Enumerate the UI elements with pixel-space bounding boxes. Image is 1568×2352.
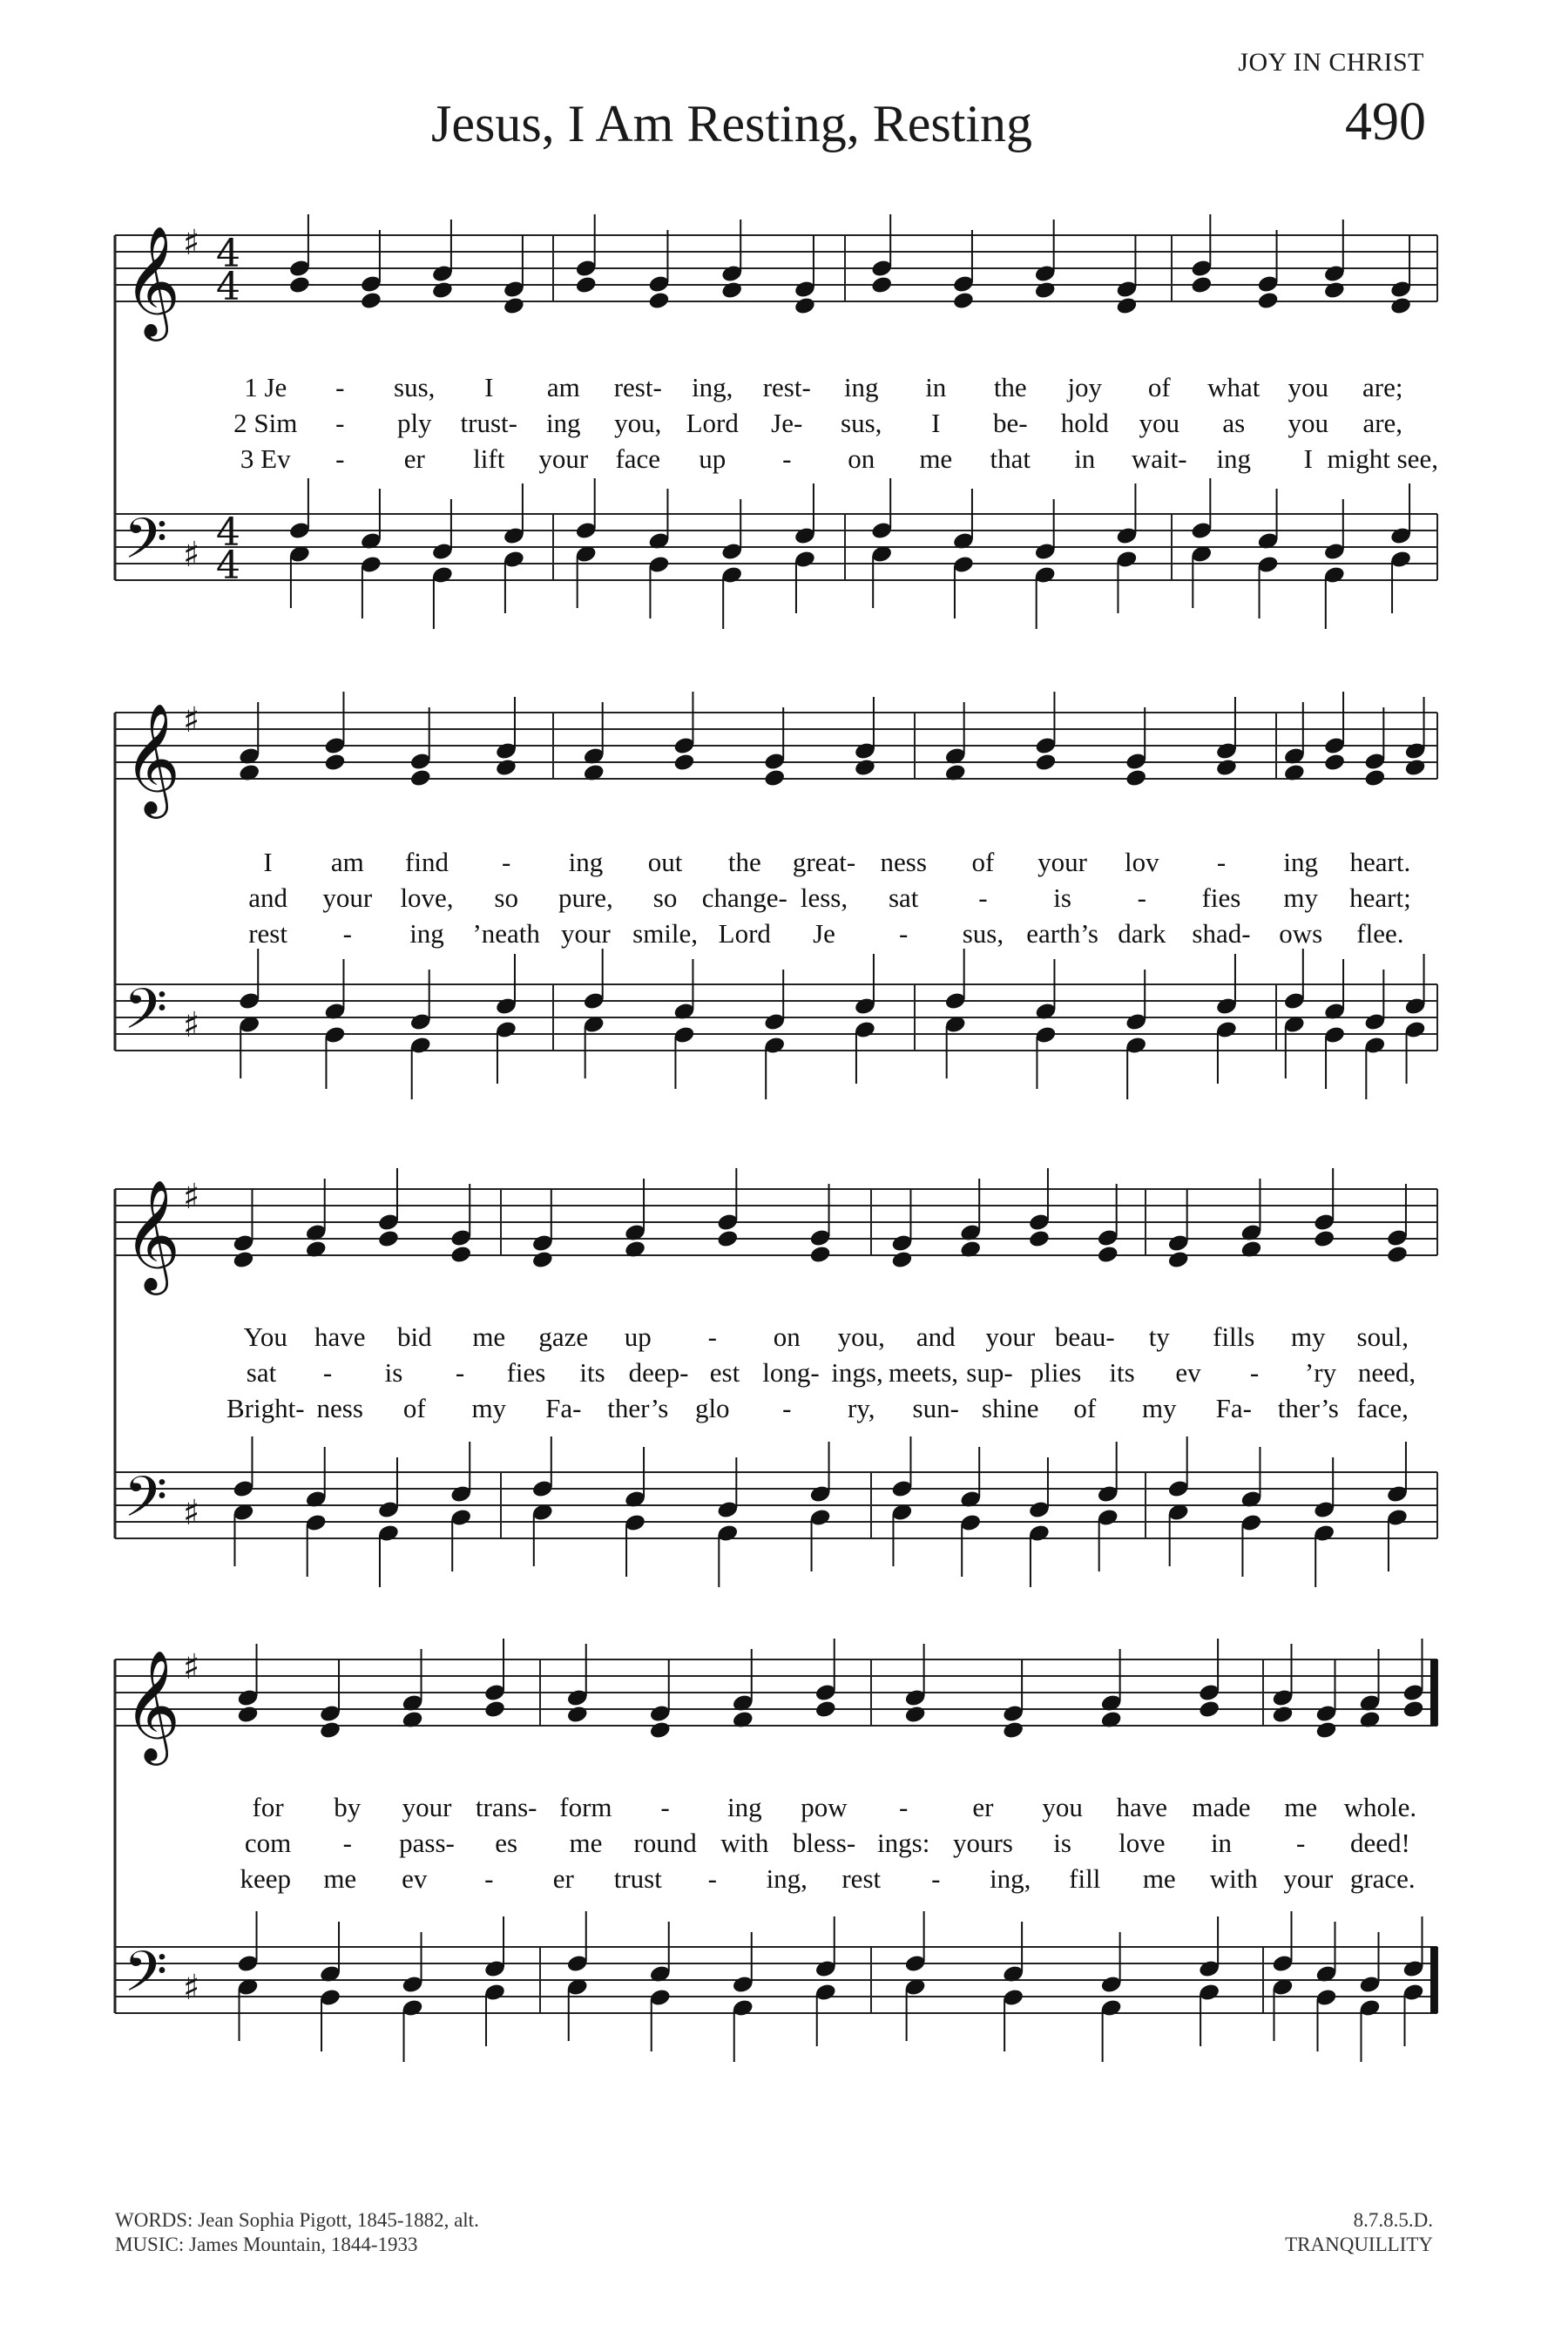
lyric-syllable: of	[1147, 372, 1171, 402]
lyric-syllable: glo	[694, 1393, 730, 1423]
lyric-syllable: -	[782, 443, 792, 474]
lyric-syllable: you	[1042, 1792, 1083, 1822]
lyric-syllable: fill	[1069, 1863, 1101, 1894]
key-sharp: ♯	[183, 1177, 200, 1217]
note-head	[575, 275, 598, 295]
lyric-syllable: great-	[792, 847, 856, 877]
note-head	[1215, 758, 1238, 778]
lyric-syllable: your	[560, 918, 611, 949]
lyric-syllable: have	[1116, 1792, 1168, 1822]
lyric-syllable: your	[538, 443, 589, 474]
lyric-syllable: es	[495, 1828, 518, 1858]
note-head	[236, 1705, 259, 1725]
lyric-syllable: bless-	[792, 1828, 856, 1858]
lyric-syllable: ing,	[766, 1863, 808, 1894]
lyric-syllable: ing	[1283, 847, 1319, 877]
lyric-syllable: am	[546, 372, 580, 402]
note-head	[649, 1720, 672, 1740]
lyric-syllable: er	[552, 1863, 574, 1894]
note-head	[409, 768, 432, 788]
lyric-syllable: sun-	[912, 1393, 959, 1423]
lyric-syllable: sus,	[394, 372, 436, 402]
note-head	[716, 1229, 739, 1249]
lyric-syllable: fills	[1213, 1321, 1255, 1352]
lyric-syllable: yours	[952, 1828, 1013, 1858]
time-signature-bottom: 4	[216, 265, 240, 309]
note-head	[1389, 296, 1412, 316]
lyric-syllable: rest	[248, 918, 287, 949]
lyric-syllable: with	[1209, 1863, 1258, 1894]
lyric-syllable: you,	[837, 1321, 885, 1352]
lyric-syllable: 2 Sim	[233, 408, 298, 438]
lyric-syllable: -	[1216, 847, 1227, 877]
lyric-syllable: shine	[982, 1393, 1039, 1423]
note-head	[808, 1245, 831, 1265]
lyric-syllable: -	[502, 847, 511, 877]
lyric-syllable: less,	[800, 882, 848, 913]
note-head	[1315, 1720, 1337, 1740]
lyric-syllable: rest-	[613, 372, 662, 402]
lyric-syllable: Lord	[718, 918, 771, 949]
time-signature-top: 4	[216, 510, 240, 555]
lyric-syllable: in	[1074, 443, 1096, 474]
lyric-syllable: me	[323, 1863, 357, 1894]
lyric-syllable: 1 Je	[244, 372, 287, 402]
lyric-syllable: shad-	[1192, 918, 1251, 949]
note-head	[854, 758, 876, 778]
lyric-syllable: dark	[1118, 918, 1166, 949]
note-head	[483, 1700, 506, 1720]
note-head	[763, 768, 786, 788]
lyric-syllable: ing	[1216, 443, 1252, 474]
lyric-syllable: am	[330, 847, 364, 877]
final-barline	[1430, 1659, 1437, 1726]
lyric-syllable: est	[709, 1357, 740, 1388]
lyric-syllable: of	[971, 847, 995, 877]
lyric-syllable: sup-	[966, 1357, 1013, 1388]
lyric-syllable: on	[848, 443, 875, 474]
lyric-syllable: -	[931, 1863, 941, 1894]
lyric-syllable: -	[1137, 882, 1146, 913]
lyric-syllable: beau-	[1054, 1321, 1115, 1352]
lyric-syllable: so	[652, 882, 678, 913]
lyric-syllable: ing	[727, 1792, 762, 1822]
lyric-syllable: Fa-	[545, 1393, 582, 1423]
lyric-syllable: -	[707, 1321, 717, 1352]
lyric-syllable: trust-	[460, 408, 517, 438]
note-head	[904, 1705, 927, 1725]
lyric-syllable: -	[322, 1357, 333, 1388]
lyric-syllable: -	[335, 408, 345, 438]
note-head	[1034, 280, 1057, 301]
note-head	[1190, 275, 1213, 295]
lyric-syllable: love	[1119, 1828, 1166, 1858]
section-heading: JOY IN CHRIST	[1238, 48, 1424, 77]
note-head	[1034, 753, 1057, 773]
lyric-syllable: ness	[880, 847, 927, 877]
lyric-syllable: trust	[613, 1863, 662, 1894]
lyric-syllable: you	[1288, 408, 1328, 438]
lyric-syllable: earth’s	[1026, 918, 1098, 949]
lyric-syllable: my	[1283, 882, 1319, 913]
note-head	[1402, 1700, 1424, 1720]
meter-label: 8.7.8.5.D.	[1353, 2209, 1433, 2231]
lyric-syllable: ing,	[990, 1863, 1031, 1894]
lyric-syllable: on	[773, 1321, 801, 1352]
note-head	[794, 296, 816, 316]
words-credit: WORDS: Jean Sophia Pigott, 1845-1882, alt.	[115, 2209, 479, 2231]
lyric-syllable: ply	[396, 408, 432, 438]
note-head	[1125, 768, 1147, 788]
lyric-syllable: smile,	[632, 918, 699, 949]
lyric-syllable: -	[1249, 1357, 1260, 1388]
lyric-syllable: -	[782, 1393, 792, 1423]
lyric-syllable: in	[1210, 1828, 1233, 1858]
note-head	[431, 280, 454, 301]
note-head	[1028, 1229, 1051, 1249]
lyric-syllable: face	[615, 443, 661, 474]
note-head	[890, 1250, 913, 1270]
lyric-syllable: ings:	[877, 1828, 930, 1858]
lyric-syllable: -	[899, 918, 909, 949]
bass-clef: 𝄢	[124, 1940, 168, 2018]
lyric-syllable: you	[1288, 372, 1328, 402]
time-signature-top: 4	[216, 232, 240, 276]
lyric-syllable: me	[1284, 1792, 1318, 1822]
lyric-syllable: soul,	[1356, 1321, 1409, 1352]
lyric-syllable: me	[472, 1321, 506, 1352]
lyric-syllable: -	[455, 1357, 465, 1388]
lyric-syllable: made	[1192, 1792, 1251, 1822]
note-head	[319, 1720, 341, 1740]
lyric-syllable: with	[720, 1828, 769, 1858]
lyric-syllable: -	[660, 1792, 670, 1822]
lyric-syllable: fies	[506, 1357, 546, 1388]
note-head	[1271, 1705, 1294, 1725]
lyric-syllable: are,	[1362, 408, 1403, 438]
lyric-syllable: ev	[1175, 1357, 1201, 1388]
note-head	[1363, 768, 1386, 788]
treble-clef: 𝄞	[124, 702, 181, 814]
lyric-syllable: -	[899, 1792, 909, 1822]
lyric-syllable: ty	[1148, 1321, 1170, 1352]
lyric-syllable: have	[314, 1321, 366, 1352]
lyric-syllable: your	[1283, 1863, 1334, 1894]
lyric-syllable: Fa-	[1215, 1393, 1252, 1423]
lyric-syllable: the	[727, 847, 761, 877]
note-head	[323, 753, 346, 773]
lyric-syllable: sus,	[962, 918, 1004, 949]
lyric-syllable: ing	[409, 918, 444, 949]
key-sharp: ♯	[183, 1647, 200, 1687]
final-barline	[1430, 1947, 1437, 2013]
note-head	[377, 1229, 400, 1249]
lyric-syllable: ness	[316, 1393, 363, 1423]
note-head	[814, 1700, 837, 1720]
lyric-syllable: round	[633, 1828, 697, 1858]
lyric-syllable: and	[248, 882, 287, 913]
lyric-syllable: of	[402, 1393, 426, 1423]
lyric-syllable: pow	[801, 1792, 848, 1822]
lyric-syllable: my	[1141, 1393, 1177, 1423]
lyric-syllable: you,	[614, 408, 662, 438]
lyric-syllable: its	[579, 1357, 605, 1388]
lyric-syllable: need,	[1357, 1357, 1416, 1388]
treble-clef: 𝄞	[124, 1179, 181, 1290]
lyric-syllable: long-	[762, 1357, 820, 1388]
note-head	[1115, 296, 1138, 316]
lyric-syllable: I	[484, 372, 494, 402]
lyric-syllable: love,	[400, 882, 454, 913]
lyric-syllable: your	[1037, 847, 1088, 877]
lyric-syllable: what	[1207, 372, 1260, 402]
lyric-syllable: hold	[1060, 408, 1109, 438]
lyric-syllable: -	[978, 882, 988, 913]
lyric-syllable: be-	[992, 408, 1028, 438]
lyric-syllable: ev	[402, 1863, 428, 1894]
tune-name: TRANQUILLITY	[1285, 2234, 1433, 2255]
lyric-syllable: your	[985, 1321, 1036, 1352]
note-head	[531, 1250, 554, 1270]
bass-clef: 𝄢	[124, 507, 168, 585]
lyric-syllable: -	[335, 372, 345, 402]
lyric-syllable: -	[342, 1828, 352, 1858]
note-head	[360, 291, 382, 311]
lyric-syllable: pure,	[558, 882, 613, 913]
lyric-syllable: keep	[240, 1863, 292, 1894]
lyric-syllable: sat	[888, 882, 919, 913]
note-head	[720, 280, 743, 301]
lyric-syllable: ing	[843, 372, 879, 402]
lyric-syllable: flee.	[1356, 918, 1404, 949]
lyric-syllable: out	[647, 847, 683, 877]
lyric-syllable: -	[335, 443, 345, 474]
music-credit: MUSIC: James Mountain, 1844-1933	[115, 2234, 418, 2255]
lyric-syllable: its	[1109, 1357, 1135, 1388]
lyric-syllable: me	[919, 443, 953, 474]
lyric-syllable: me	[1142, 1863, 1176, 1894]
note-head	[672, 753, 695, 773]
lyric-syllable: whole.	[1343, 1792, 1417, 1822]
lyric-syllable: in	[925, 372, 947, 402]
lyric-syllable: are;	[1362, 372, 1403, 402]
note-head	[1002, 1720, 1024, 1740]
lyric-syllable: rest	[841, 1863, 882, 1894]
lyric-syllable: -	[707, 1863, 717, 1894]
lyric-syllable: I	[263, 847, 273, 877]
lyric-syllable: ry,	[847, 1393, 875, 1423]
lyric-syllable: change-	[701, 882, 787, 913]
lyric-syllable: by	[334, 1792, 362, 1822]
note-head	[1097, 1245, 1119, 1265]
lyric-syllable: face,	[1356, 1393, 1409, 1423]
lyric-syllable: wait-	[1131, 443, 1187, 474]
lyric-syllable: plies	[1030, 1357, 1082, 1388]
hymn-title: Jesus, I Am Resting, Resting	[431, 95, 1033, 152]
note-head	[1403, 758, 1426, 778]
note-head	[288, 275, 311, 295]
lyric-syllable: up	[624, 1321, 652, 1352]
lyric-syllable: ther’s	[607, 1393, 669, 1423]
lyric-syllable: lov	[1124, 847, 1159, 877]
lyric-syllable: so	[494, 882, 518, 913]
lyric-syllable: 3 Ev	[240, 443, 291, 474]
lyric-syllable: and	[916, 1321, 956, 1352]
lyric-syllable: my	[471, 1393, 507, 1423]
treble-clef: 𝄞	[124, 1649, 181, 1761]
note-head	[952, 291, 975, 311]
key-sharp: ♯	[183, 535, 200, 575]
lyric-syllable: me	[569, 1828, 603, 1858]
lyric-syllable: Je-	[771, 408, 803, 438]
lyric-syllable: as	[1222, 408, 1246, 438]
lyric-syllable: ing	[568, 847, 604, 877]
lyric-syllable: ing	[545, 408, 581, 438]
lyric-syllable: deed!	[1349, 1828, 1410, 1858]
lyric-syllable: meets,	[888, 1357, 959, 1388]
lyric-syllable: form	[559, 1792, 612, 1822]
lyric-syllable: com	[244, 1828, 292, 1858]
lyric-syllable: -	[484, 1863, 494, 1894]
note-head	[503, 296, 525, 316]
lyric-syllable: pass-	[399, 1828, 455, 1858]
lyric-syllable: fies	[1201, 882, 1241, 913]
lyric-syllable: your	[322, 882, 373, 913]
lyric-syllable: that	[990, 443, 1031, 474]
lyric-syllable: joy	[1067, 372, 1103, 402]
key-sharp: ♯	[183, 223, 200, 263]
lyric-syllable: is	[1053, 1828, 1071, 1858]
lyric-syllable: ows	[1279, 918, 1323, 949]
lyric-syllable: ther’s	[1277, 1393, 1339, 1423]
lyric-syllable: of	[1073, 1393, 1097, 1423]
lyric-syllable: er	[972, 1792, 994, 1822]
lyric-syllable: ’neath	[472, 918, 540, 949]
lyric-syllable: gaze	[538, 1321, 589, 1352]
lyric-syllable: might see,	[1327, 443, 1438, 474]
lyric-syllable: -	[342, 918, 352, 949]
lyric-syllable: deep-	[628, 1357, 689, 1388]
lyric-syllable: ’ry	[1304, 1357, 1337, 1388]
lyric-syllable: Je	[813, 918, 835, 949]
lyric-syllable: find	[405, 847, 449, 877]
key-sharp: ♯	[183, 1005, 200, 1045]
lyric-syllable: your	[402, 1792, 452, 1822]
bass-clef: 𝄢	[124, 1465, 168, 1544]
note-head	[1256, 291, 1279, 311]
lyric-syllable: ing,	[692, 372, 733, 402]
lyric-syllable: I	[931, 408, 941, 438]
lyric-syllable: lift	[473, 443, 505, 474]
note-head	[1313, 1229, 1335, 1249]
lyric-syllable: sus,	[841, 408, 882, 438]
key-sharp: ♯	[183, 1968, 200, 2008]
note-head	[1167, 1250, 1190, 1270]
key-sharp: ♯	[183, 1493, 200, 1533]
lyric-syllable: Lord	[686, 408, 739, 438]
lyric-syllable: Bright-	[226, 1393, 305, 1423]
lyric-syllable: er	[403, 443, 425, 474]
lyric-syllable: bid	[396, 1321, 432, 1352]
lyric-syllable: the	[993, 372, 1027, 402]
treble-clef: 𝄞	[124, 225, 181, 336]
note-head	[1323, 753, 1346, 773]
lyric-syllable: is	[1053, 882, 1071, 913]
bass-clef: 𝄢	[124, 977, 168, 1056]
lyric-syllable: you	[1139, 408, 1179, 438]
lyric-syllable: for	[252, 1792, 284, 1822]
lyric-syllable: sat	[246, 1357, 277, 1388]
lyric-syllable: grace.	[1349, 1863, 1416, 1894]
key-sharp: ♯	[183, 700, 200, 740]
note-head	[449, 1245, 472, 1265]
lyric-syllable: my	[1290, 1321, 1326, 1352]
note-head	[1198, 1700, 1220, 1720]
note-head	[1386, 1245, 1409, 1265]
lyric-syllable: -	[1296, 1828, 1306, 1858]
note-head	[1323, 280, 1346, 301]
note-head	[495, 758, 517, 778]
lyric-syllable: heart.	[1349, 847, 1411, 877]
lyric-syllable: trans-	[475, 1792, 537, 1822]
lyric-syllable: ings,	[831, 1357, 883, 1388]
note-head	[232, 1250, 254, 1270]
lyric-syllable: I	[1303, 443, 1313, 474]
lyric-syllable: rest-	[762, 372, 811, 402]
lyric-syllable: You	[243, 1321, 287, 1352]
hymn-number: 490	[1345, 92, 1426, 152]
lyric-syllable: up	[699, 443, 727, 474]
lyric-syllable: is	[384, 1357, 403, 1388]
note-head	[566, 1705, 589, 1725]
note-head	[647, 291, 670, 311]
time-signature-bottom: 4	[216, 544, 240, 588]
note-head	[870, 275, 893, 295]
lyric-syllable: heart;	[1349, 882, 1411, 913]
